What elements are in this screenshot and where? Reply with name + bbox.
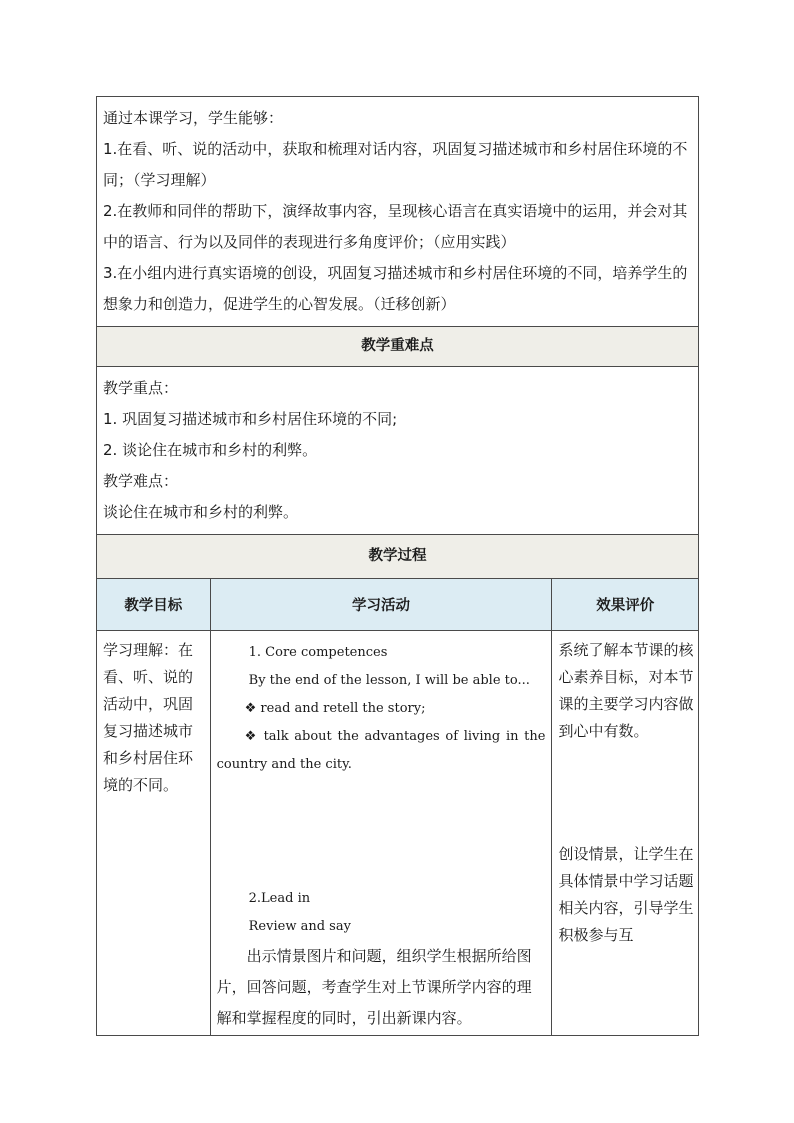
lesson-plan-table	[96, 96, 699, 1036]
key-points-cell	[97, 366, 698, 534]
activity-1-bullet-1: ❖ read and retell the story;	[244, 701, 426, 716]
process-heading: 教学过程	[97, 534, 698, 578]
objective-2: 2.在教师和同伴的帮助下，演绎故事内容，呈现核心语言在真实语境中的运用，并会对其中的语言、行为以及同伴的表现进行多角度评价；（应用实践）	[103, 202, 688, 251]
objective-3: 3.在小组内进行真实语境的创设，巩固复习描述城市和乡村居住环境的不同，培养学生的想象力和创造力，促进学生的心智发展。（迁移创新）	[103, 264, 688, 313]
objectives-cell	[97, 97, 698, 326]
evaluation-1: 系统了解本节课的核心素养目标，对本节课的主要学习内容做到心中有数。	[558, 641, 694, 740]
difficulty-1: 谈论住在城市和乡村的利弊。	[103, 503, 299, 521]
column-header-evaluation: 效果评价	[596, 598, 655, 614]
evaluation-2: 创设情景，让学生在具体情景中学习话题相关内容，引导学生积极参与互	[558, 845, 694, 944]
activity-1-bullet-2: ❖ talk about the advantages of living in the country and the city.	[216, 729, 546, 772]
activity-1-title: 1. Core competences	[248, 645, 388, 660]
activity-2-title: 2.Lead in	[248, 891, 311, 906]
evaluation-cell	[552, 631, 698, 1035]
objective-1: 1.在看、听、说的活动中，获取和梳理对话内容，巩固复习描述城市和乡村居住环境的不同；（学习理解）	[103, 140, 688, 189]
key-focus-2: 2. 谈论住在城市和乡村的利弊。	[103, 441, 318, 459]
activity-cell	[211, 631, 553, 1035]
key-points-heading: 教学重难点	[97, 326, 698, 366]
difficulty-label: 教学难点：	[103, 472, 179, 490]
activity-1-intro: By the end of the lesson, I will be able to...	[248, 673, 530, 688]
key-focus-label: 教学重点：	[103, 379, 179, 397]
column-header-activity: 学习活动	[211, 579, 553, 630]
objectives-intro: 通过本课学习，学生能够：	[103, 109, 284, 127]
activity-2-subtitle: Review and say	[248, 919, 351, 934]
process-column-headers	[97, 578, 698, 630]
process-row	[97, 630, 698, 1035]
goal-cell: 学习理解：在看、听、说的活动中，巩固复习描述城市和乡村居住环境的不同。	[97, 631, 211, 1035]
column-header-goal: 教学目标	[97, 579, 211, 630]
activity-2-body: 出示情景图片和问题，组织学生根据所给图片，回答问题，考查学生对上节课所学内容的理解和掌握程度的同时，引出新课内容。	[216, 947, 532, 1027]
key-focus-1: 1. 巩固复习描述城市和乡村居住环境的不同;	[103, 410, 398, 428]
